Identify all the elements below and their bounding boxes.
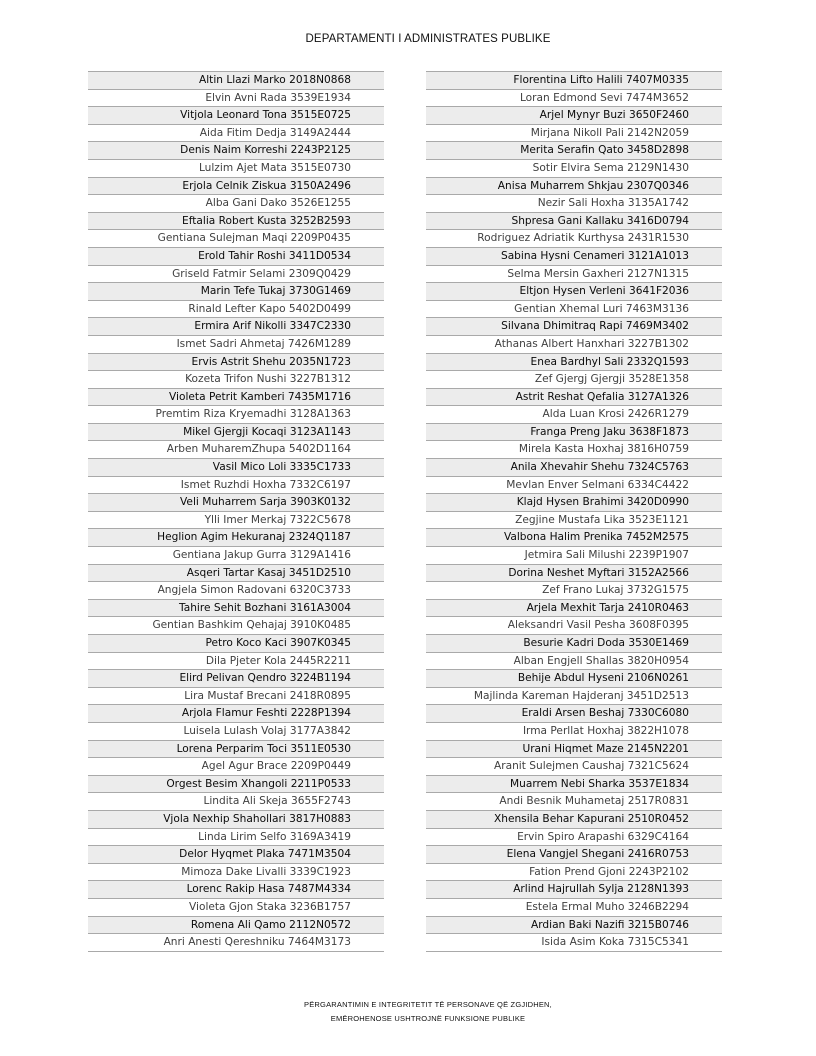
list-item: Vitjola Leonard Tona 3515E0725	[88, 106, 384, 124]
list-item: Linda Lirim Selfo 3169A3419	[88, 828, 384, 846]
list-item: Vjola Nexhip Shahollari 3817H0883	[88, 810, 384, 828]
right-name-list	[426, 71, 722, 952]
list-item: Anri Anesti Qereshniku 7464M3173	[88, 933, 384, 952]
list-item: Merita Serafin Qato 3458D2898	[426, 141, 722, 159]
list-item: Lorena Perparim Toci 3511E0530	[88, 740, 384, 758]
list-item: Alban Engjell Shallas 3820H0954	[426, 652, 722, 670]
list-item: Athanas Albert Hanxhari 3227B1302	[426, 335, 722, 353]
footer-line-2: EMËROHENOSE USHTROJNË FUNKSIONE PUBLIKE	[330, 1014, 526, 1023]
list-item: Enea Bardhyl Sali 2332Q1593	[426, 353, 722, 371]
list-item: Mikel Gjergji Kocaqi 3123A1143	[88, 423, 384, 441]
list-item: Shpresa Gani Kallaku 3416D0794	[426, 212, 722, 230]
list-item: Lorenc Rakip Hasa 7487M4334	[88, 880, 384, 898]
list-item: Erjola Celnik Ziskua 3150A2496	[88, 177, 384, 195]
list-item: Mirjana Nikoll Pali 2142N2059	[426, 124, 722, 142]
list-item: Fation Prend Gjoni 2243P2102	[426, 863, 722, 881]
list-item: Zef Frano Lukaj 3732G1575	[426, 581, 722, 599]
list-item: Dila Pjeter Kola 2445R2211	[88, 652, 384, 670]
list-item: Eltjon Hysen Verleni 3641F2036	[426, 282, 722, 300]
list-item: Besurie Kadri Doda 3530E1469	[426, 634, 722, 652]
list-item: Arben MuharemZhupa 5402D1164	[88, 440, 384, 458]
list-item: Isida Asim Koka 7315C5341	[426, 933, 722, 952]
list-item: Urani Hiqmet Maze 2145N2201	[426, 740, 722, 758]
list-item: Angjela Simon Radovani 6320C3733	[88, 581, 384, 599]
list-item: Aranit Sulejmen Caushaj 7321C5624	[426, 757, 722, 775]
list-item: Estela Ermal Muho 3246B2294	[426, 898, 722, 916]
footer-line-1: PËRGARANTIMIN E INTEGRITETIT TË PERSONAVE QË ZGJIDHEN,	[304, 1000, 552, 1009]
page-title: DEPARTAMENTI I ADMINISTRATES PUBLIKE	[305, 33, 551, 45]
list-item: Arjola Flamur Feshti 2228P1394	[88, 704, 384, 722]
list-item: Andi Besnik Muhametaj 2517R0831	[426, 792, 722, 810]
list-item: Violeta Gjon Staka 3236B1757	[88, 898, 384, 916]
list-item: Lulzim Ajet Mata 3515E0730	[88, 159, 384, 177]
list-item: Ylli Imer Merkaj 7322C5678	[88, 511, 384, 529]
list-item: Ismet Sadri Ahmetaj 7426M1289	[88, 335, 384, 353]
list-item: Ismet Ruzhdi Hoxha 7332C6197	[88, 476, 384, 494]
list-item: Alda Luan Krosi 2426R1279	[426, 405, 722, 423]
list-item: Sabina Hysni Cenameri 3121A1013	[426, 247, 722, 265]
list-item: Veli Muharrem Sarja 3903K0132	[88, 493, 384, 511]
list-item: Delor Hyqmet Plaka 7471M3504	[88, 845, 384, 863]
list-item: Arjela Mexhit Tarja 2410R0463	[426, 599, 722, 617]
list-item: Astrit Reshat Qefalia 3127A1326	[426, 388, 722, 406]
list-item: Klajd Hysen Brahimi 3420D0990	[426, 493, 722, 511]
list-item: Behije Abdul Hyseni 2106N0261	[426, 669, 722, 687]
list-item: Xhensila Behar Kapurani 2510R0452	[426, 810, 722, 828]
list-item: Premtim Riza Kryemadhi 3128A1363	[88, 405, 384, 423]
list-item: Alba Gani Dako 3526E1255	[88, 194, 384, 212]
list-item: Kozeta Trifon Nushi 3227B1312	[88, 370, 384, 388]
list-item: Gentiana Sulejman Maqi 2209P0435	[88, 229, 384, 247]
list-item: Selma Mersin Gaxheri 2127N1315	[426, 265, 722, 283]
list-item: Valbona Halim Prenika 7452M2575	[426, 528, 722, 546]
list-item: Petro Koco Kaci 3907K0345	[88, 634, 384, 652]
list-item: Lindita Ali Skeja 3655F2743	[88, 792, 384, 810]
list-item: Ervin Spiro Arapashi 6329C4164	[426, 828, 722, 846]
list-item: Florentina Lifto Halili 7407M0335	[426, 71, 722, 89]
list-item: Ardian Baki Nazifi 3215B0746	[426, 916, 722, 934]
list-item: Orgest Besim Xhangoli 2211P0533	[88, 775, 384, 793]
list-item: Luisela Lulash Volaj 3177A3842	[88, 722, 384, 740]
list-item: Gentian Bashkim Qehajaj 3910K0485	[88, 616, 384, 634]
list-item: Griseld Fatmir Selami 2309Q0429	[88, 265, 384, 283]
list-item: Heglion Agim Hekuranaj 2324Q1187	[88, 528, 384, 546]
list-item: Erold Tahir Roshi 3411D0534	[88, 247, 384, 265]
list-item: Elena Vangjel Shegani 2416R0753	[426, 845, 722, 863]
list-item: Agel Agur Brace 2209P0449	[88, 757, 384, 775]
list-item: Violeta Petrit Kamberi 7435M1716	[88, 388, 384, 406]
list-item: Tahire Sehit Bozhani 3161A3004	[88, 599, 384, 617]
list-item: Vasil Mico Loli 3335C1733	[88, 458, 384, 476]
list-item: Ervis Astrit Shehu 2035N1723	[88, 353, 384, 371]
list-item: Majlinda Kareman Hajderanj 3451D2513	[426, 687, 722, 705]
list-item: Silvana Dhimitraq Rapi 7469M3402	[426, 317, 722, 335]
list-item: Mevlan Enver Selmani 6334C4422	[426, 476, 722, 494]
list-item: Zef Gjergj Gjergji 3528E1358	[426, 370, 722, 388]
list-item: Jetmira Sali Milushi 2239P1907	[426, 546, 722, 564]
list-item: Mirela Kasta Hoxhaj 3816H0759	[426, 440, 722, 458]
list-item: Dorina Neshet Myftari 3152A2566	[426, 564, 722, 582]
list-item: Zegjine Mustafa Lika 3523E1121	[426, 511, 722, 529]
list-item: Mimoza Dake Livalli 3339C1923	[88, 863, 384, 881]
list-item: Gentiana Jakup Gurra 3129A1416	[88, 546, 384, 564]
list-item: Aleksandri Vasil Pesha 3608F0395	[426, 616, 722, 634]
list-item: Elird Pelivan Qendro 3224B1194	[88, 669, 384, 687]
list-item: Anila Xhevahir Shehu 7324C5763	[426, 458, 722, 476]
list-item: Denis Naim Korreshi 2243P2125	[88, 141, 384, 159]
list-item: Asqeri Tartar Kasaj 3451D2510	[88, 564, 384, 582]
list-item: Loran Edmond Sevi 7474M3652	[426, 89, 722, 107]
list-item: Muarrem Nebi Sharka 3537E1834	[426, 775, 722, 793]
list-item: Marin Tefe Tukaj 3730G1469	[88, 282, 384, 300]
list-item: Aida Fitim Dedja 3149A2444	[88, 124, 384, 142]
list-item: Romena Ali Qamo 2112N0572	[88, 916, 384, 934]
list-item: Anisa Muharrem Shkjau 2307Q0346	[426, 177, 722, 195]
list-item: Gentian Xhemal Luri 7463M3136	[426, 300, 722, 318]
list-item: Arlind Hajrullah Sylja 2128N1393	[426, 880, 722, 898]
list-item: Sotir Elvira Sema 2129N1430	[426, 159, 722, 177]
list-item: Altin Llazi Marko 2018N0868	[88, 71, 384, 89]
left-name-list	[88, 71, 384, 952]
list-item: Rodriguez Adriatik Kurthysa 2431R1530	[426, 229, 722, 247]
list-item: Irma Perllat Hoxhaj 3822H1078	[426, 722, 722, 740]
list-item: Arjel Mynyr Buzi 3650F2460	[426, 106, 722, 124]
list-item: Rinald Lefter Kapo 5402D0499	[88, 300, 384, 318]
list-item: Eraldi Arsen Beshaj 7330C6080	[426, 704, 722, 722]
list-item: Ermira Arif Nikolli 3347C2330	[88, 317, 384, 335]
list-item: Lira Mustaf Brecani 2418R0895	[88, 687, 384, 705]
list-item: Eftalia Robert Kusta 3252B2593	[88, 212, 384, 230]
list-item: Franga Preng Jaku 3638F1873	[426, 423, 722, 441]
list-item: Elvin Avni Rada 3539E1934	[88, 89, 384, 107]
list-item: Nezir Sali Hoxha 3135A1742	[426, 194, 722, 212]
